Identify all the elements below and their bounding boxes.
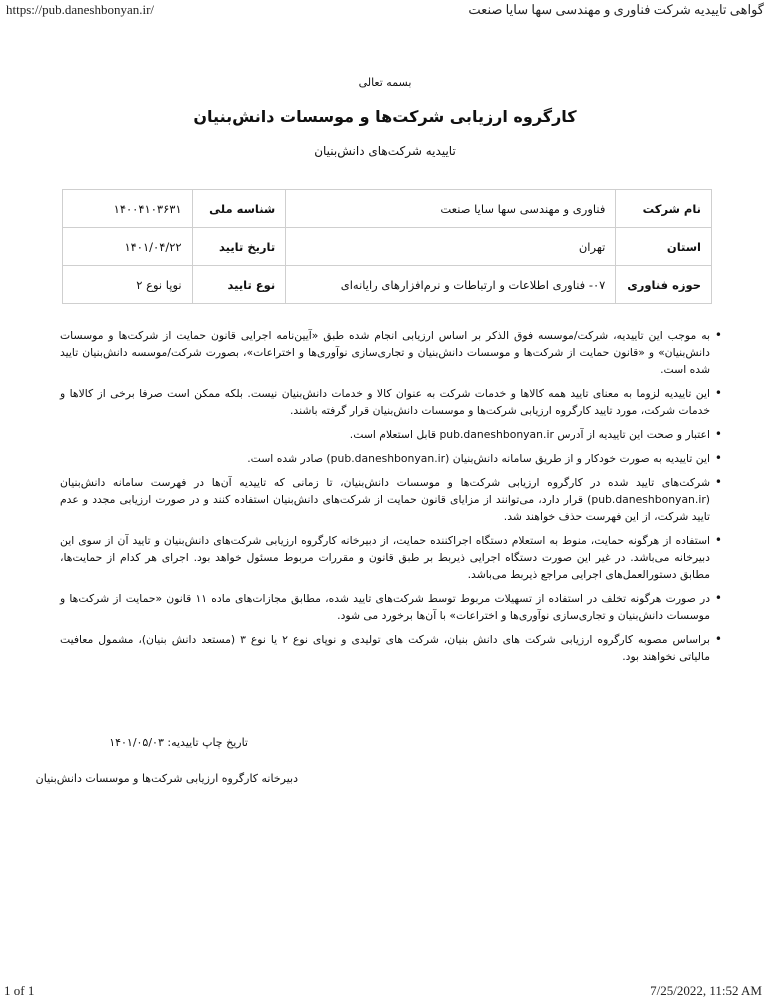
approval-type-value: نوپا نوع ۲ xyxy=(63,266,193,304)
notes-list xyxy=(60,327,724,672)
company-info-table xyxy=(62,189,712,304)
document-subtitle: تاییدیه شرکت‌های دانش‌بنیان xyxy=(314,144,456,158)
province-label: استان xyxy=(616,228,712,266)
certificate-document xyxy=(35,72,710,785)
print-timestamp: 7/25/2022, 11:52 AM xyxy=(650,983,762,998)
province-value: تهران xyxy=(286,228,616,266)
approval-type-label: نوع تایید xyxy=(192,266,286,304)
list-item: • شرکت‌های تایید شده در کارگروه ارزیابی شرکت‌ها و موسسات دانش‌بنیان، تا زمانی که تاییدیه آن‌ها در فهرست سامانه دانش‌بنیان (pub.daneshbonyan.ir) قرار دارد، می‌توانند از مزایای قانون حمایت از شرکت‌های دانش‌بنیان استفاده کنند و در صورت ارزیابی مجدد و عدم تایید شرکت، از این فهرست حذف خواهند شد. xyxy=(60,474,710,525)
table-row xyxy=(63,228,712,266)
document-title: کارگروه ارزیابی شرکت‌ها و موسسات دانش‌بنیان xyxy=(193,107,577,126)
list-item: • براساس مصوبه کارگروه ارزیابی شرکت های دانش بنیان، شرکت های تولیدی و نوپای نوع ۲ یا نوع ۳ (مستعد دانش بنیان)، مشمول معافیت مالیاتی نخواهند بود. xyxy=(60,631,710,665)
page-count: 1 of 1 xyxy=(4,983,35,998)
secretariat-signature: دبیرخانه کارگروه ارزیابی شرکت‌ها و موسسات دانش‌بنیان xyxy=(35,772,298,785)
national-id-label: شناسه ملی xyxy=(192,190,286,228)
approval-date-value: ۱۴۰۱/۰۴/۲۲ xyxy=(63,228,193,266)
approval-date-label: تاریخ تایید xyxy=(192,228,286,266)
table-row xyxy=(63,190,712,228)
list-item: • استفاده از هرگونه حمایت، منوط به استعلام دستگاه اجراکننده حمایت، از دبیرخانه کارگروه ارزیابی شرکت‌های دانش‌بنیان و تایید آن از سوی این دبیرخانه می‌باشد. در غیر این صورت دستگاه اجرایی ذیربط بر طبق قانون و مقررات مربوط مسئول خواهد بود. اجرای هر کدام از حمایت‌ها، مطابق دستورالعمل‌های اجرایی مراجع ذیربط می‌باشد. xyxy=(60,532,710,583)
print-page-title: گواهی تاییدیه شرکت فناوری و مهندسی سها سایا صنعت xyxy=(468,2,764,17)
print-date-label: تاریخ چاپ تاییدیه: xyxy=(167,736,248,749)
print-date-value: ۱۴۰۱/۰۵/۰۳ xyxy=(109,736,164,749)
table-row xyxy=(63,266,712,304)
bismillah: بسمه تعالی xyxy=(358,76,412,89)
company-name-label: نام شرکت xyxy=(616,190,712,228)
print-date xyxy=(109,736,248,749)
tech-field-label: حوزه فناوری xyxy=(616,266,712,304)
company-name-value: فناوری و مهندسی سها سایا صنعت xyxy=(286,190,616,228)
list-item: • در صورت هرگونه تخلف در استفاده از تسهیلات مربوط توسط شرکت‌های تایید شده، مطابق مجازات‌های ماده ۱۱ قانون «حمایت از شرکت‌ها و موسسات دانش‌بنیان و تجاری‌سازی نوآوری‌ها و اختراعات» با آن‌ها برخورد می شود. xyxy=(60,590,710,624)
print-footer xyxy=(0,982,772,1000)
print-url: https://pub.daneshbonyan.ir/ xyxy=(6,2,155,17)
list-item: • این تاییدیه به صورت خودکار و از طریق سامانه دانش‌بنیان (pub.daneshbonyan.ir) صادر شده است. xyxy=(60,450,710,467)
list-item: • اعتبار و صحت این تاییدیه از آدرس pub.daneshbonyan.ir قابل استعلام است. xyxy=(60,426,710,443)
national-id-value: ۱۴۰۰۴۱۰۳۶۳۱ xyxy=(63,190,193,228)
tech-field-value: ۰۷- فناوری اطلاعات و ارتباطات و نرم‌افزارهای رایانه‌ای xyxy=(286,266,616,304)
print-header xyxy=(0,0,772,18)
list-item: • به موجب این تاییدیه، شرکت/موسسه فوق الذکر بر اساس ارزیابی انجام شده طبق «آیین‌نامه اجرایی قانون حمایت از شرکت‌ها و موسسات دانش‌بنیان» و «قانون حمایت از شرکت‌ها و موسسات دانش‌بنیان و تجاری‌سازی نوآوری‌ها و اختراعات»، بصورت شرکت/موسسه دانش‌بنیان تایید شده است. xyxy=(60,327,710,378)
list-item: • این تاییدیه لزوما به معنای تایید همه کالاها و خدمات شرکت به عنوان کالا و خدمات دانش‌بنیان نیست. بلکه ممکن است صرفا برخی از کالاها و خدمات شرکت، مورد تایید کارگروه ارزیابی شرکت‌ها و موسسات دانش‌بنیان قرار گرفته باشند. xyxy=(60,385,710,419)
